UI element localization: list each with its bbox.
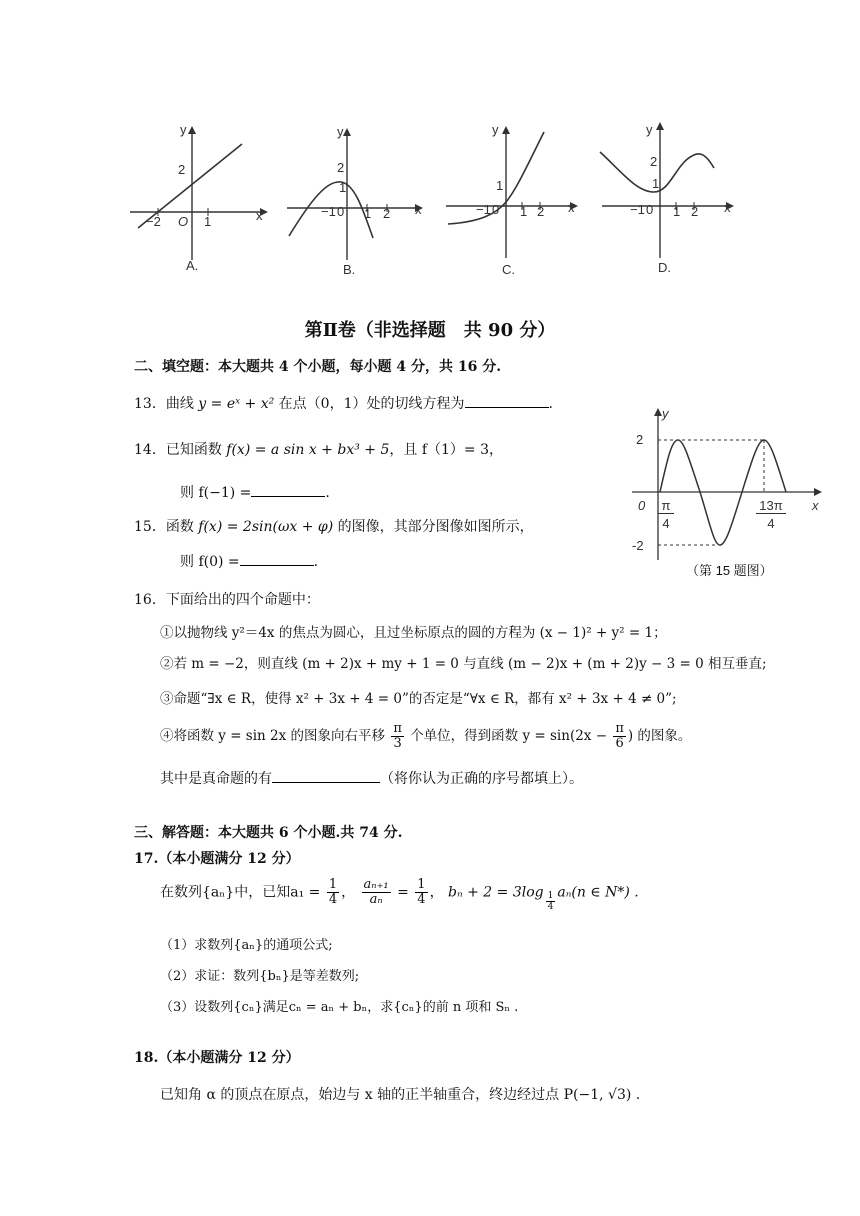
fig15-four-label: 4 (662, 516, 670, 531)
section-3-heading: 三、解答题：本大题共 6 个小题.共 74 分. (134, 825, 403, 841)
q17-frac-ratio-value (415, 878, 427, 907)
axis-y-label: y (646, 122, 653, 137)
frac-denominator: 6 (615, 736, 624, 751)
q16-intro: 下面给出的四个命题中： (165, 592, 320, 608)
frac-denominator: 4 (328, 892, 338, 907)
q18-heading: 18.（本小题满分 12 分） (134, 1050, 300, 1066)
tick-label: 2 (178, 162, 186, 177)
tick-label: 2 (537, 204, 545, 219)
tick-label: 0 (646, 202, 654, 217)
tick-label: 1 (520, 204, 528, 219)
tick-label: 2 (383, 206, 391, 221)
q17-eq: = (397, 884, 409, 901)
q13-pre: 曲线 (165, 396, 194, 412)
q17-frac-a1 (327, 878, 339, 907)
q16-proposition-4 (160, 722, 691, 751)
q14-post: ，且 f（1）= 3， (389, 442, 504, 458)
q17-stem-c: ， (429, 884, 444, 901)
fig15-pi-label: π (658, 498, 674, 514)
graph-a-plot (128, 120, 268, 270)
question-14 (134, 439, 503, 459)
q16-closing (160, 768, 583, 788)
q17-stem-d: bₙ + 2 = 3log (448, 884, 544, 901)
axis-x-label: x (256, 208, 263, 223)
q17-stem (160, 878, 639, 912)
fig15-13pi-label: 13π (756, 498, 786, 514)
q15-answer-blank[interactable] (240, 552, 314, 566)
q16-p4-part-a: ④将函数 y = sin 2x 的图象向右平移 (160, 728, 386, 744)
tick-label: 2 (650, 154, 658, 169)
q13-end: . (548, 396, 553, 412)
q15-number: 15． (134, 519, 166, 535)
axis-y-label: y (337, 124, 344, 139)
tick-label: 0 (492, 202, 500, 217)
fig15-four2-label: 4 (767, 516, 775, 531)
tick-label: 2 (337, 160, 345, 175)
graph-a (128, 120, 268, 273)
tick-label: 1 (364, 206, 372, 221)
q16-answer-blank[interactable] (272, 769, 380, 783)
q14-end: . (325, 485, 330, 501)
tick-label: 0 (337, 204, 345, 219)
tick-label: 2 (691, 204, 699, 219)
graph-b-plot (283, 120, 428, 270)
tick-label: −2 (146, 214, 161, 229)
fig15-origin-label: 0 (638, 498, 646, 513)
axis-x-label: x (415, 202, 422, 217)
question-14-line2 (180, 482, 330, 502)
q14-pre: 已知函数 (165, 442, 222, 458)
q16-closing-a: 其中是真命题的有 (160, 771, 272, 787)
q15-line2: 则 f(0) = (180, 554, 240, 570)
section-2-heading: 二、填空题：本大题共 4 个小题，每小题 4 分，共 16 分. (134, 359, 502, 375)
tick-label: −1 (321, 204, 336, 219)
q15-pre: 函数 (165, 519, 194, 535)
figure-15-plot (616, 402, 826, 584)
graph-c (440, 118, 585, 277)
q17-sub-1: （1）求数列{aₙ}的通项公式; (160, 938, 333, 953)
q16-proposition-2: ②若 m = −2，则直线 (m + 2)x + my + 1 = 0 与直线 (m − 2)x + (m + 2)y − 3 = 0 相互垂直; (160, 656, 767, 672)
q16-closing-b: （将你认为正确的序号都填上）。 (380, 771, 583, 787)
q15-formula: f(x) = 2sin(ωx + φ) (198, 519, 334, 535)
question-16 (134, 589, 320, 609)
q14-number: 14． (134, 442, 166, 458)
q16-proposition-3: ③命题“∃x ∈ R，使得 x² + 3x + 4 = 0”的否定是“∀x ∈ R，都有 x² + 3x + 4 ≠ 0”; (160, 691, 677, 707)
question-15-line2 (180, 551, 318, 571)
figure-15 (616, 402, 826, 584)
frac-numerator: 1 (417, 877, 426, 892)
graph-d-plot (596, 118, 741, 268)
fig15-y2-label: 2 (636, 432, 644, 447)
q13-post: 在点（0，1）处的切线方程为 (278, 396, 465, 412)
part-title: 第Ⅱ卷（非选择题 共 90 分） (304, 320, 556, 341)
tick-label: 1 (652, 176, 660, 191)
tick-label: 1 (673, 204, 681, 219)
option-label-c: C. (502, 262, 515, 277)
axis-x-label: x (724, 200, 731, 215)
fig15-x-label: x (812, 498, 819, 513)
q15-post: 的图像，其部分图像如图所示， (337, 519, 534, 535)
option-label-a: A. (186, 258, 199, 273)
q13-answer-blank[interactable] (465, 394, 549, 408)
q17-stem-e: aₙ(n ∈ N*) . (557, 884, 639, 901)
fig15-y-label: y (662, 406, 669, 421)
q17-stem-a: 在数列{aₙ}中，已知a₁ = (160, 884, 321, 901)
tick-label: 1 (339, 180, 347, 195)
tick-label: 1 (204, 214, 212, 229)
q14-formula: f(x) = a sin x + bx³ + 5 (226, 442, 390, 458)
tick-label: −1 (630, 202, 645, 217)
frac-denominator: aₙ (369, 892, 383, 907)
graph-b (283, 120, 428, 277)
q14-line2: 则 f(−1) = (180, 485, 252, 501)
tick-label: 1 (496, 178, 504, 193)
q17-frac-ratio (362, 878, 391, 907)
frac-numerator: π (393, 721, 402, 736)
q16-frac-pi-6 (613, 722, 626, 751)
graph-c-plot (440, 118, 585, 268)
question-15 (134, 516, 534, 536)
option-label-b: B. (343, 262, 356, 277)
q17-sub-3: （3）设数列{cₙ}满足cₙ = aₙ + bₙ，求{cₙ}的前 n 项和 Sₙ . (160, 1000, 519, 1015)
frac-denominator: 4 (547, 901, 554, 912)
frac-numerator: 1 (328, 877, 338, 892)
q16-proposition-1: ①以抛物线 y²＝4x 的焦点为圆心，且过坐标原点的圆的方程为 (x − 1)² + y² = 1； (160, 625, 667, 641)
q16-number: 16． (134, 592, 166, 608)
tick-label: −1 (476, 202, 491, 217)
frac-denominator: 4 (417, 892, 426, 907)
q17-stem-b: ， (341, 884, 356, 901)
graph-d (596, 118, 741, 275)
q14-answer-blank[interactable] (251, 483, 325, 497)
frac-denominator: 3 (393, 736, 402, 751)
q16-frac-pi-3 (391, 722, 404, 751)
question-13 (134, 393, 553, 413)
q17-heading: 17.（本小题满分 12 分） (134, 851, 300, 867)
axis-y-label: y (180, 122, 187, 137)
q13-formula: y = eˣ + x² (198, 396, 275, 412)
axis-y-label: y (492, 122, 499, 137)
frac-numerator: 1 (547, 890, 554, 901)
frac-numerator: π (615, 721, 624, 736)
q16-p4-part-c: ) 的图象。 (627, 728, 692, 744)
q17-sub-2: （2）求证：数列{bₙ}是等差数列; (160, 969, 360, 984)
q13-number: 13． (134, 396, 166, 412)
q15-end: . (313, 554, 319, 570)
q18-stem: 已知角 α 的顶点在原点，始边与 x 轴的正半轴重合，终边经过点 P(−1, √3) . (160, 1087, 641, 1103)
q16-p4-part-b: 个单位，得到函数 y = sin(2x − (410, 728, 608, 744)
q17-log-base (546, 891, 556, 912)
origin-label: O (178, 214, 189, 229)
option-label-d: D. (658, 260, 671, 275)
fig15-yneg2-label: -2 (632, 538, 644, 553)
fig15-caption: （第 15 题图） (686, 563, 773, 578)
frac-numerator: aₙ₊₁ (363, 877, 389, 892)
axis-x-label: x (568, 200, 575, 215)
